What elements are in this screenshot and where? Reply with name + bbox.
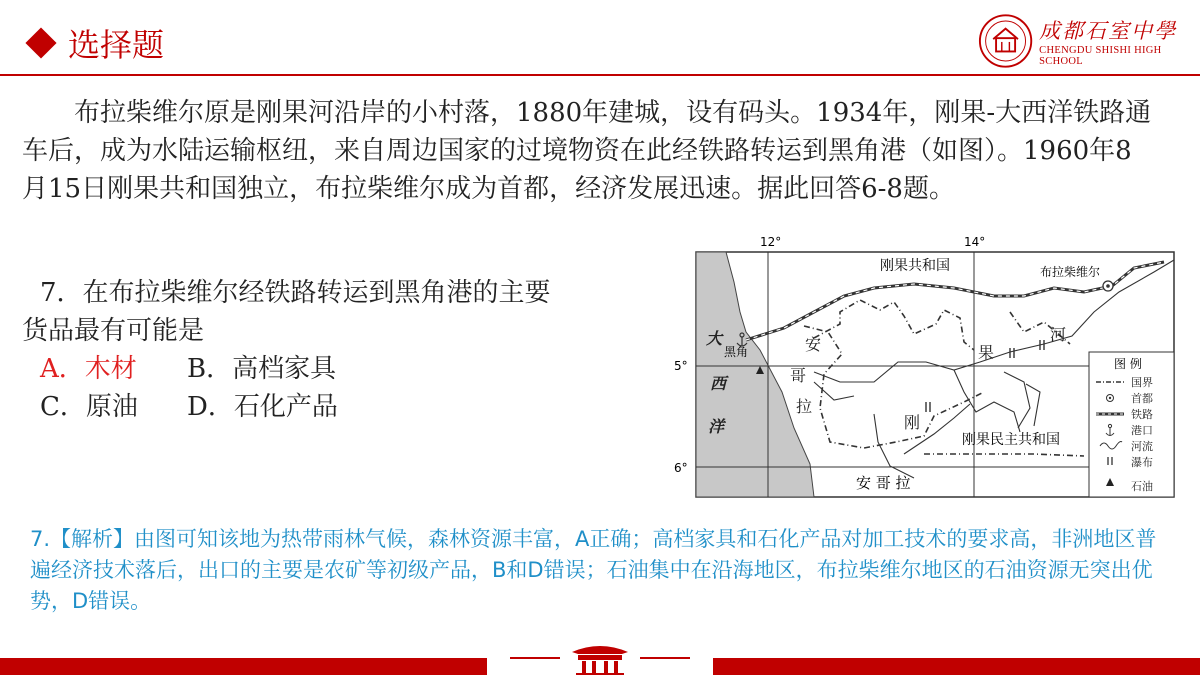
footer-emblem bbox=[568, 640, 632, 679]
lon-label-12: 12° bbox=[760, 235, 782, 249]
congo-railway-map bbox=[664, 232, 1180, 504]
label-brazzaville: 布拉柴维尔 bbox=[1040, 265, 1101, 279]
intro-text: 布拉柴维尔原是刚果河沿岸的小村落，1880年建城，设有码头。1934年，刚果-大西洋铁路通车后，成为水陆运输枢纽，来自周边国家的过境物资在此经铁路转运到黑角港（如图）。1960年8月15日刚果共和国独立，布拉柴维尔成为首都，经济发展迅速。据此回答6-8题。 bbox=[22, 98, 1152, 204]
label-congo-republic: 刚果共和国 bbox=[880, 258, 950, 274]
intro-passage bbox=[22, 94, 1152, 208]
label-drc: 刚果民主共和国 bbox=[962, 432, 1060, 448]
label-ocean-3: 洋 bbox=[708, 417, 725, 436]
label-angola-v2: 哥 bbox=[790, 366, 807, 385]
legend-capital-icon bbox=[1107, 395, 1114, 402]
lat-label-6: 6° bbox=[674, 461, 688, 475]
footer-line-left bbox=[510, 657, 560, 659]
footer-line-right bbox=[640, 657, 690, 659]
question-block bbox=[22, 274, 662, 426]
diamond-bullet-icon bbox=[25, 27, 56, 58]
map-legend bbox=[1089, 352, 1174, 497]
footer-bar-right bbox=[713, 658, 1200, 675]
legend-item-waterfall: 瀑布 bbox=[1131, 456, 1153, 469]
label-river-1: 刚 bbox=[904, 413, 921, 432]
legend-title: 图 例 bbox=[1114, 357, 1142, 371]
legend-item-oil: 石油 bbox=[1131, 480, 1153, 493]
title-bar bbox=[0, 0, 1200, 78]
legend-item-river: 河流 bbox=[1131, 440, 1153, 453]
option-a[interactable]: A．木材 bbox=[40, 354, 137, 384]
legend-item-border: 国界 bbox=[1131, 376, 1153, 389]
label-angola-v1: 安 bbox=[805, 335, 822, 354]
legend-item-railway: 铁路 bbox=[1131, 408, 1153, 421]
legend-item-port: 港口 bbox=[1131, 424, 1153, 437]
map-svg bbox=[664, 232, 1180, 500]
label-ocean-1: 大 bbox=[706, 329, 723, 348]
label-river-2: 果 bbox=[978, 343, 995, 362]
label-angola-bottom: 安 哥 拉 bbox=[856, 474, 911, 492]
option-b[interactable]: B．高档家具 bbox=[187, 354, 337, 384]
options-row-1 bbox=[22, 350, 662, 388]
lat-label-5: 5° bbox=[674, 359, 688, 373]
capital-symbol-icon bbox=[1103, 281, 1113, 291]
logo-chinese-name: 成都石室中學 bbox=[1039, 19, 1178, 43]
question-stem-line1: 7．在布拉柴维尔经铁路转运到黑角港的主要 bbox=[40, 278, 551, 308]
school-seal-icon bbox=[978, 12, 1033, 70]
label-ocean-2: 西 bbox=[710, 374, 727, 393]
pavilion-icon bbox=[568, 640, 632, 675]
label-river-3: 河 bbox=[1050, 325, 1067, 344]
option-c[interactable]: C．原油 bbox=[40, 392, 138, 422]
label-angola-v3: 拉 bbox=[796, 397, 813, 416]
answer-analysis: 7.【解析】由图可知该地为热带雨林气候，森林资源丰富，A正确；高档家具和石化产品对加工技术的要求高，非洲地区普遍经济技术落后，出口的主要是农矿等初级产品，B和D错误；石油集中在沿海地区，布拉柴维尔地区的石油资源无突出优势，D错误。 bbox=[30, 527, 1157, 613]
label-pointe-noire: 黑角 bbox=[724, 345, 749, 359]
option-d[interactable]: D．石化产品 bbox=[187, 392, 338, 422]
logo-english-name: CHENGDU SHISHI HIGH SCHOOL bbox=[1039, 45, 1162, 67]
options-row-2 bbox=[22, 388, 662, 426]
lon-label-14: 14° bbox=[964, 235, 986, 249]
legend-item-capital: 首都 bbox=[1131, 392, 1153, 405]
slide-title-text: 选择题 bbox=[68, 26, 165, 64]
footer-bar-left bbox=[0, 658, 487, 675]
school-logo bbox=[978, 12, 1200, 70]
title-divider bbox=[0, 74, 1200, 76]
question-stem-line2: 货品最有可能是 bbox=[22, 316, 205, 346]
slide-title bbox=[30, 20, 164, 66]
